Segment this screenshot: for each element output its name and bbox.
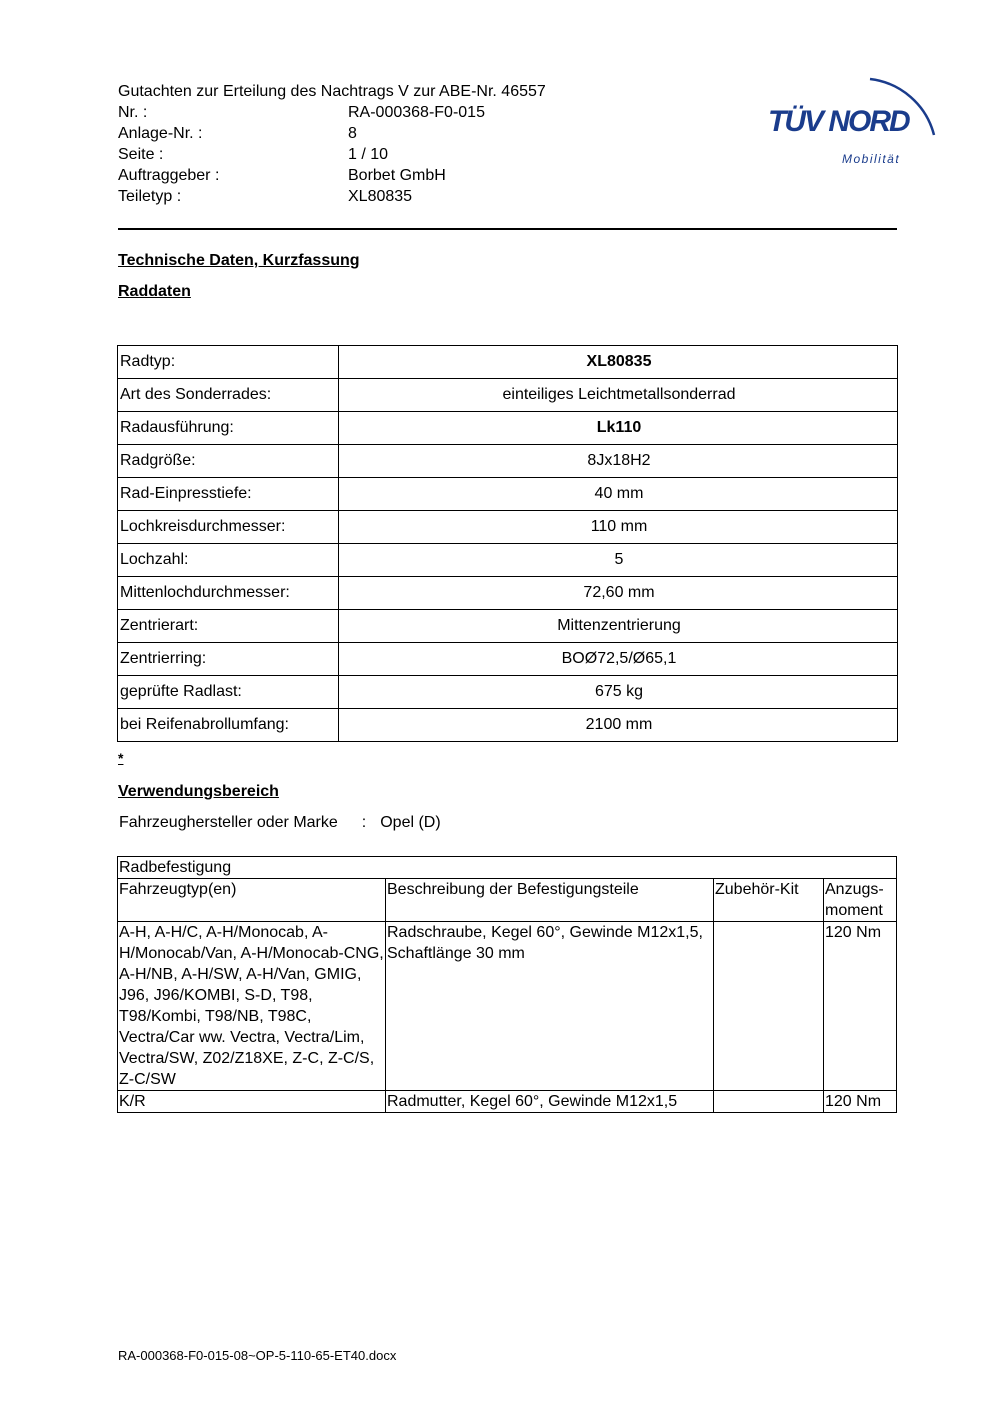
table-row bbox=[118, 511, 898, 544]
spec-label: Radtyp: bbox=[118, 346, 339, 379]
spec-label: geprüfte Radlast: bbox=[118, 676, 339, 709]
document-title: Gutachten zur Erteilung des Nachtrags V zur ABE-Nr. 46557 bbox=[118, 83, 546, 100]
header-label: Anlage-Nr. : bbox=[118, 125, 203, 142]
header-value: 1 / 10 bbox=[348, 146, 389, 163]
raddaten-table bbox=[117, 345, 898, 742]
header-cell: Zubehör-Kit bbox=[714, 879, 824, 922]
header-field-row bbox=[118, 165, 485, 186]
spec-label: Lochzahl: bbox=[118, 544, 339, 577]
section-title-tech: Technische Daten, Kurzfassung bbox=[118, 252, 360, 269]
header-cell: Anzugs-moment bbox=[824, 879, 897, 922]
befestigung-title: Radbefestigung bbox=[118, 857, 897, 879]
table-row bbox=[118, 709, 898, 742]
befestigung-table bbox=[117, 856, 897, 1113]
spec-value: XL80835 bbox=[339, 346, 898, 379]
table-row bbox=[118, 478, 898, 511]
header-cell: Beschreibung der Befestigungsteile bbox=[386, 879, 714, 922]
description-cell: Radmutter, Kegel 60°, Gewinde M12x1,5 bbox=[386, 1091, 714, 1113]
spec-label: Mittenlochdurchmesser: bbox=[118, 577, 339, 610]
table-row bbox=[118, 922, 897, 1091]
spec-value: BOØ72,5/Ø65,1 bbox=[339, 643, 898, 676]
spec-value: 110 mm bbox=[339, 511, 898, 544]
header-cell: Fahrzeugtyp(en) bbox=[118, 879, 386, 922]
table-row bbox=[118, 1091, 897, 1113]
vehicle-types-cell: K/R bbox=[118, 1091, 386, 1113]
header-divider bbox=[118, 228, 897, 230]
table-row bbox=[118, 544, 898, 577]
manufacturer-colon: : bbox=[361, 814, 367, 831]
table-row bbox=[118, 346, 898, 379]
spec-label: Lochkreisdurchmesser: bbox=[118, 511, 339, 544]
kit-cell bbox=[714, 1091, 824, 1113]
header-field-row bbox=[118, 102, 485, 123]
tuev-nord-logo bbox=[762, 57, 942, 172]
header-label: Seite : bbox=[118, 146, 164, 163]
spec-value: 2100 mm bbox=[339, 709, 898, 742]
header-label: Nr. : bbox=[118, 104, 148, 121]
spec-value: 675 kg bbox=[339, 676, 898, 709]
header-label: Teiletyp : bbox=[118, 188, 182, 205]
spec-value: 40 mm bbox=[339, 478, 898, 511]
manufacturer-value: Opel (D) bbox=[380, 814, 441, 831]
vehicle-types-cell: A-H, A-H/C, A-H/Monocab, A-H/Monocab/Van, A-H/Monocab-CNG, A-H/NB, A-H/SW, A-H/Van, GMIG, J96, J96/KOMBI, S-D, T98, T98/Kombi, T98/NB, T98C, Vectra/Car ww. Vectra, Vectra/Lim, Vectra/SW, Z02/Z18XE, Z-C, Z-C/S, Z-C/SW bbox=[118, 922, 386, 1091]
manufacturer-label: Fahrzeughersteller oder Marke bbox=[119, 814, 338, 831]
table-row bbox=[118, 412, 898, 445]
spec-value: Mittenzentrierung bbox=[339, 610, 898, 643]
spec-value: 72,60 mm bbox=[339, 577, 898, 610]
spec-label: Radausführung: bbox=[118, 412, 339, 445]
logo-wordmark: TÜV NORD bbox=[768, 105, 909, 138]
footnote-star: * bbox=[118, 750, 124, 766]
torque-cell: 120 Nm bbox=[824, 1091, 897, 1113]
spec-label: Zentrierring: bbox=[118, 643, 339, 676]
description-cell: Radschraube, Kegel 60°, Gewinde M12x1,5, Schaftlänge 30 mm bbox=[386, 922, 714, 1091]
spec-value: einteiliges Leichtmetallsonderrad bbox=[339, 379, 898, 412]
header-field-row bbox=[118, 123, 485, 144]
spec-value: 5 bbox=[339, 544, 898, 577]
spec-label: bei Reifenabrollumfang: bbox=[118, 709, 339, 742]
spec-label: Radgröße: bbox=[118, 445, 339, 478]
spec-label: Zentrierart: bbox=[118, 610, 339, 643]
spec-label: Rad-Einpresstiefe: bbox=[118, 478, 339, 511]
header-value: RA-000368-F0-015 bbox=[348, 104, 485, 121]
spec-label: Art des Sonderrades: bbox=[118, 379, 339, 412]
befestigung-title-row bbox=[118, 857, 897, 879]
logo-subtitle: Mobilität bbox=[842, 152, 901, 166]
section-title-raddaten: Raddaten bbox=[118, 283, 191, 300]
table-row bbox=[118, 445, 898, 478]
header-value: Borbet GmbH bbox=[348, 167, 446, 184]
header-value: 8 bbox=[348, 125, 357, 142]
header-field-row bbox=[118, 186, 485, 207]
header-value: XL80835 bbox=[348, 188, 413, 205]
header-label: Auftraggeber : bbox=[118, 167, 220, 184]
table-row bbox=[118, 577, 898, 610]
befestigung-header-row bbox=[118, 879, 897, 922]
kit-cell bbox=[714, 922, 824, 1091]
spec-value: Lk110 bbox=[339, 412, 898, 445]
table-row bbox=[118, 676, 898, 709]
footer-filename: RA-000368-F0-015-08~OP-5-110-65-ET40.docx bbox=[118, 1348, 397, 1363]
manufacturer-line bbox=[119, 814, 441, 832]
table-row bbox=[118, 610, 898, 643]
table-row bbox=[118, 643, 898, 676]
table-row bbox=[118, 379, 898, 412]
spec-value: 8Jx18H2 bbox=[339, 445, 898, 478]
torque-cell: 120 Nm bbox=[824, 922, 897, 1091]
section-title-verwendung: Verwendungsbereich bbox=[118, 783, 279, 800]
header-fields bbox=[118, 102, 485, 207]
header-field-row bbox=[118, 144, 485, 165]
